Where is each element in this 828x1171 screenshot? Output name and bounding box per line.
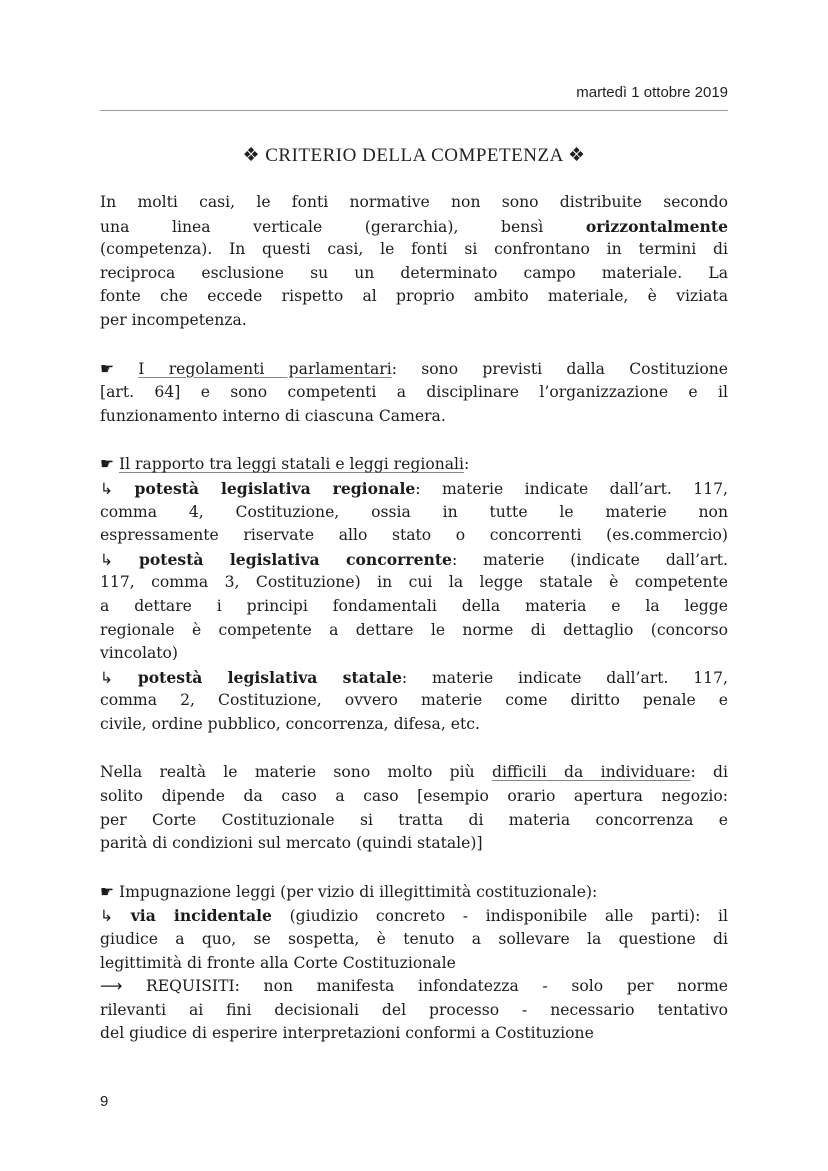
text-run: : materie indicate dall’art. 117, (415, 479, 729, 498)
text-run: vincolato) (100, 644, 178, 663)
section-title: ❖ CRITERIO DELLA COMPETENZA ❖ (242, 145, 586, 166)
text-run: : di (690, 763, 728, 782)
text-run: fonte che eccede rispetto al proprio ambito materiale, è viziata (100, 287, 728, 306)
text-line (100, 262, 728, 286)
text-line (100, 453, 728, 477)
bold-term: potestà legislativa regionale (134, 478, 416, 498)
pointing-hand-icon: ☛ (100, 359, 139, 378)
arrow-icon: ↳ (100, 479, 135, 498)
bold-term: potestà legislativa statale (137, 667, 402, 687)
text-run: civile, ordine pubblico, concorrenza, difesa, etc. (100, 714, 480, 733)
text-run: solito dipende da caso a caso [esempio orario apertura negozio: (100, 787, 728, 806)
text-run: (giudizio concreto - indisponibile alle parti): il (271, 907, 728, 926)
text-line (100, 975, 728, 999)
text-line (100, 881, 728, 905)
paragraph (100, 453, 728, 736)
text-run: regionale è competente a dettare le norme di dettaglio (concorso (100, 620, 728, 639)
text-line (100, 405, 728, 429)
text-run: comma 2, Costituzione, ovvero materie come diritto penale e (100, 691, 728, 710)
text-run: a dettare i principi fondamentali della materia e la legge (100, 596, 728, 615)
text-line (100, 761, 728, 785)
text-run: 117, comma 3, Costituzione) in cui la legge statale è competente (100, 573, 728, 592)
text-run: funzionamento interno di ciascuna Camera. (100, 406, 446, 425)
bold-term: potestà legislativa concorrente (138, 549, 452, 569)
text-line (100, 477, 728, 501)
text-line (100, 689, 728, 713)
underlined-heading: Il rapporto tra leggi statali e leggi regionali (118, 455, 465, 474)
arrow-icon: ↳ (100, 668, 138, 687)
text-run: comma 4, Costituzione, ossia in tutte le materie non (100, 502, 728, 521)
text-line (100, 595, 728, 619)
arrow-icon: ↳ (100, 907, 131, 926)
text-run: rilevanti ai fini decisionali del processo - necessario tentativo (100, 1000, 728, 1019)
text-run: giudice a quo, se sospetta, è tenuto a sollevare la questione di (100, 930, 728, 949)
text-run: : materie (indicate dall’art. (451, 550, 729, 569)
text-line (100, 809, 728, 833)
text-run: : (464, 455, 470, 474)
text-line (100, 309, 728, 333)
pointing-hand-icon: ☛ (100, 882, 119, 901)
text-line (100, 571, 728, 595)
text-run: parità di condizioni sul mercato (quindi statale)] (100, 834, 483, 853)
text-line (100, 785, 728, 809)
text-line (100, 713, 728, 737)
text-line (100, 381, 728, 405)
text-line (100, 666, 728, 690)
text-run: (competenza). In questi casi, le fonti si confrontano in termini di (100, 240, 728, 259)
text-line (100, 904, 728, 928)
document-body (100, 191, 728, 1071)
arrow-icon: ⟶ (100, 977, 147, 996)
text-run: REQUISITI: non manifesta infondatezza - solo per norme (146, 977, 728, 996)
text-line (100, 999, 728, 1023)
text-line (100, 952, 728, 976)
paragraph (100, 761, 728, 855)
text-run: Nella realtà le materie sono molto più (100, 763, 492, 782)
text-run: del giudice di esperire interpretazioni conformi a Costituzione (100, 1024, 594, 1043)
text-line (100, 358, 728, 382)
bold-term: orizzontalmente (585, 216, 728, 236)
text-run: per incompetenza. (100, 310, 247, 329)
text-run: reciproca esclusione su un determinato campo materiale. La (100, 263, 728, 282)
text-run: legittimità di fronte alla Corte Costituzionale (100, 953, 456, 972)
text-line (100, 1022, 728, 1046)
paragraph (100, 358, 728, 429)
underlined-heading: difficili da individuare (492, 763, 691, 782)
text-line (100, 238, 728, 262)
text-line (100, 642, 728, 666)
underlined-heading: I regolamenti parlamentari (138, 359, 392, 378)
header-divider (100, 110, 728, 111)
text-run: : materie indicate dall’art. 117, (401, 668, 728, 687)
bold-term: via incidentale (130, 906, 272, 926)
header-date: martedì 1 ottobre 2019 (576, 84, 728, 101)
paragraph (100, 191, 728, 333)
paragraph (100, 881, 728, 1046)
text-run: In molti casi, le fonti normative non sono distribuite secondo (100, 193, 728, 211)
text-run: : sono previsti dalla Costituzione (391, 359, 728, 378)
text-run: [art. 64] e sono competenti a disciplinare l’organizzazione e il (100, 383, 728, 402)
pointing-hand-icon: ☛ (100, 455, 119, 474)
text-line (100, 191, 728, 215)
text-run: espressamente riservate allo stato o concorrenti (es.commercio) (100, 526, 728, 545)
text-line (100, 501, 728, 525)
arrow-icon: ↳ (100, 550, 139, 569)
text-line (100, 928, 728, 952)
text-run: Impugnazione leggi (per vizio di illegittimità costituzionale): (118, 882, 598, 901)
text-run: per Corte Costituzionale si tratta di materia concorrenza e (100, 810, 728, 829)
page-number: 9 (100, 1093, 109, 1110)
text-line (100, 524, 728, 548)
text-run: una linea verticale (gerarchia), bensì (100, 217, 586, 236)
text-line (100, 285, 728, 309)
text-line (100, 548, 728, 572)
text-line (100, 832, 728, 856)
text-line (100, 619, 728, 643)
text-line (100, 215, 728, 239)
